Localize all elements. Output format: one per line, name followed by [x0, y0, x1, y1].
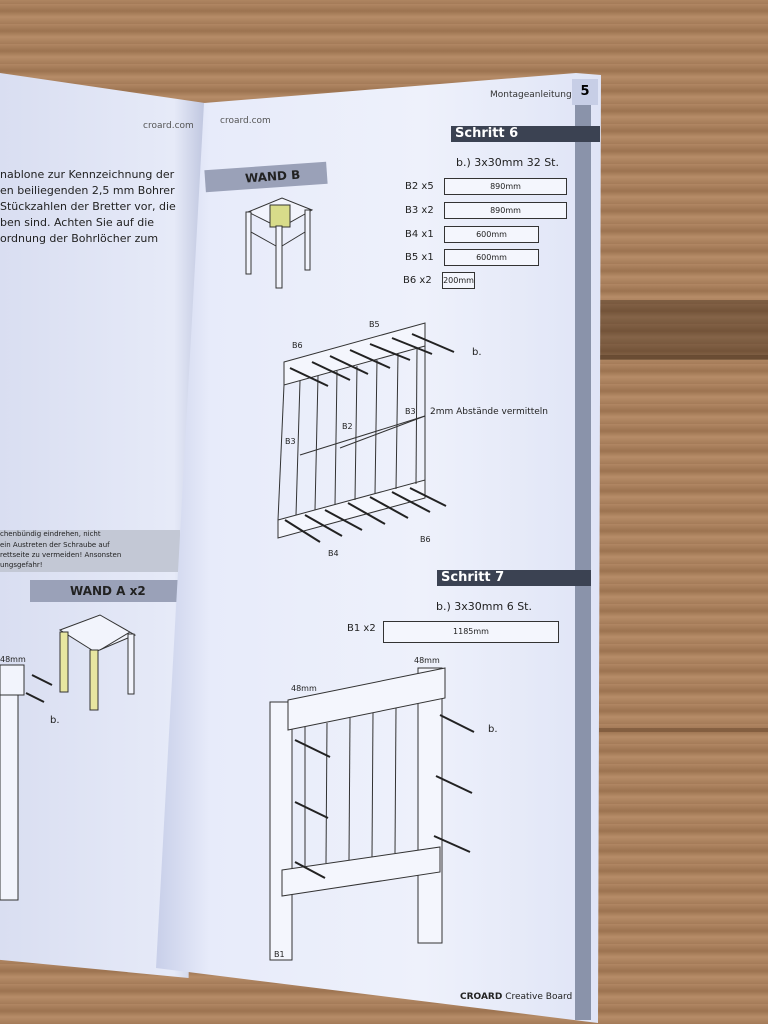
brand-name: CROARD — [460, 992, 503, 1002]
brand-tagline: Creative Board — [505, 992, 573, 1002]
board-label: B5 x1 — [405, 252, 434, 263]
left-site: croard.com — [143, 121, 194, 131]
left-screw-label: b. — [50, 715, 60, 726]
step6-screws: b.) 3x30mm 32 St. — [456, 156, 559, 169]
label-b3: B3 — [285, 437, 296, 446]
right-site: croard.com — [220, 116, 271, 126]
text-line: ben sind. Achten Sie auf die — [0, 216, 155, 229]
label-b5: B5 — [369, 320, 380, 329]
text-line: nablone zur Kennzeichnung der — [0, 168, 175, 181]
label-b2: B2 — [342, 422, 353, 431]
step7-title: Schritt 7 — [437, 570, 591, 586]
dim-right: 48mm — [414, 656, 440, 665]
note-line: ungsgefahr! — [0, 561, 43, 569]
label-b4: B4 — [328, 549, 339, 558]
dim-left: 48mm — [291, 684, 317, 693]
note-line: ein Austreten der Schraube auf — [0, 541, 110, 549]
board-label: B1 x2 — [347, 623, 376, 634]
page-header: Montageanleitung — [490, 90, 572, 100]
spacing-note: 2mm Abstände vermitteln — [430, 407, 549, 417]
label-screw-b: b. — [488, 724, 498, 735]
board-label: B6 x2 — [403, 275, 432, 286]
step7-screws — [295, 715, 474, 878]
page-number: 5 — [572, 79, 598, 105]
board-label: B4 x1 — [405, 229, 434, 240]
note-line: rettseite zu vermeiden! Ansonsten — [0, 551, 122, 559]
step7-screws: b.) 3x30mm 6 St. — [436, 600, 532, 613]
board-b6: 200mm — [442, 272, 475, 289]
label-b6: B6 — [420, 535, 431, 544]
spacing-leaders — [300, 416, 425, 455]
board-label: B2 x5 — [405, 181, 434, 192]
text-line: en beiliegenden 2,5 mm Bohrer — [0, 184, 175, 197]
label-b3: B3 — [405, 407, 416, 416]
note-line: chenbündig eindrehen, nicht — [0, 530, 101, 538]
wand-a-title: WAND A x2 — [30, 580, 205, 602]
label-b6: B6 — [292, 341, 303, 350]
board-b2: 890mm — [444, 178, 567, 195]
board-b1: 1185mm — [383, 621, 559, 643]
board-b5: 600mm — [444, 249, 539, 266]
step6-title: Schritt 6 — [451, 126, 600, 142]
step7-panel — [270, 668, 445, 960]
left-box-illustration — [0, 615, 135, 900]
label-b1: B1 — [274, 950, 285, 959]
board-b4: 600mm — [444, 226, 539, 243]
wand-b-box — [246, 198, 312, 288]
board-b3: 890mm — [444, 202, 567, 219]
left-screws — [26, 675, 52, 702]
board-label: B3 x2 — [405, 205, 434, 216]
wand-b-title: WAND B — [204, 162, 327, 192]
text-line: ordnung der Bohrlöcher zum — [0, 232, 159, 245]
footer-brand — [460, 992, 572, 1002]
left-dim-label: 48mm — [0, 655, 26, 664]
text-line: Stückzahlen der Bretter vor, die — [0, 200, 176, 213]
label-screw-b: b. — [472, 347, 482, 358]
